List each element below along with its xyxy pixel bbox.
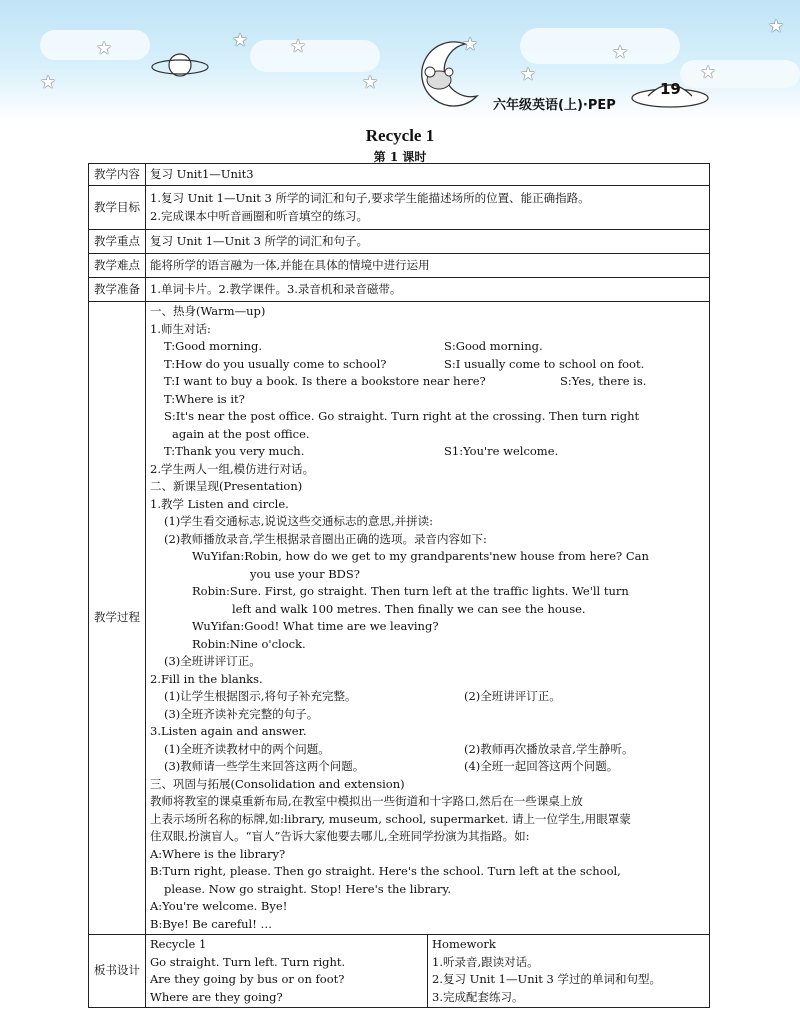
dialogue-line bbox=[150, 373, 705, 391]
homework-box bbox=[428, 935, 709, 1007]
step-text: (4)全班一起回答这两个问题。 bbox=[464, 759, 619, 773]
process-line: 2.Fill in the blanks. bbox=[150, 671, 263, 686]
row-label: 教学内容 bbox=[89, 164, 146, 186]
process-line: 上表示场所名称的标牌,如:library, museum, school, supermarket. 请上一位学生,用眼罩蒙 bbox=[150, 811, 631, 826]
process-line: 教师将教室的课桌重新布局,在教室中模拟出一些街道和十字路口,然后在一些课桌上放 bbox=[150, 794, 583, 808]
process-line: (3)全班齐读补充完整的句子。 bbox=[164, 706, 319, 721]
board-line: Where are they going? bbox=[150, 989, 283, 1004]
goal-line: 2.完成课本中听音画圈和听音填空的练习。 bbox=[150, 208, 368, 223]
process-line: 三、巩固与拓展(Consolidation and extension) bbox=[150, 776, 405, 791]
board-line: Are they going by bus or on foot? bbox=[150, 972, 345, 986]
row-label: 教学过程 bbox=[89, 302, 146, 935]
board-line: Go straight. Turn left. Turn right. bbox=[150, 954, 346, 969]
process-line: B:Bye! Be careful! … bbox=[150, 916, 272, 931]
table-row bbox=[89, 254, 710, 278]
content-text: 复习 Unit1—Unit3 bbox=[146, 164, 710, 186]
process-line: 2.学生两人一组,模仿进行对话。 bbox=[150, 461, 315, 476]
step-text: (2)全班讲评订正。 bbox=[464, 689, 561, 703]
board-line: Recycle 1 bbox=[150, 937, 207, 951]
star-icon: ★ bbox=[768, 16, 785, 37]
process-line: B:Turn right, please. Then go straight. Here's the school. Turn left at the school, bbox=[150, 864, 621, 878]
row-label: 教学准备 bbox=[89, 278, 146, 302]
process-line: A:You're welcome. Bye! bbox=[150, 899, 288, 913]
step-line bbox=[150, 741, 705, 759]
table-row bbox=[89, 186, 710, 230]
homework-line: 3.完成配套练习。 bbox=[432, 989, 524, 1004]
dialogue-line bbox=[150, 338, 705, 356]
step-line bbox=[150, 758, 705, 776]
star-icon: ★ bbox=[290, 36, 307, 57]
star-icon: ★ bbox=[462, 34, 479, 55]
moon-mouse-icon bbox=[405, 38, 491, 108]
difficulties-text: 能将所学的语言融为一体,并能在具体的情境中进行运用 bbox=[146, 254, 710, 278]
star-icon: ★ bbox=[700, 62, 717, 83]
dialogue-text: S:Good morning. bbox=[444, 339, 543, 353]
book-label: 六年级英语(上)·PEP bbox=[493, 98, 616, 113]
table-row bbox=[89, 278, 710, 302]
dialogue-text: T:How do you usually come to school? bbox=[164, 356, 387, 371]
lesson-title: Recycle 1 bbox=[365, 126, 435, 145]
star-icon: ★ bbox=[520, 64, 537, 85]
process-line: again at the post office. bbox=[172, 426, 310, 441]
process-line: (2)教师播放录音,学生根据录音圈出正确的选项。录音内容如下: bbox=[164, 531, 487, 546]
process-line: 3.Listen again and answer. bbox=[150, 724, 307, 738]
dialogue-line bbox=[150, 356, 705, 374]
goal-line: 1.复习 Unit 1—Unit 3 所学的词汇和句子,要求学生能描述场所的位置、能正确指路。 bbox=[150, 191, 590, 205]
process-line: (1)学生看交通标志,说说这些交通标志的意思,并拼读: bbox=[164, 514, 433, 528]
process-line: Robin:Nine o'clock. bbox=[192, 636, 306, 651]
page-number: 19 bbox=[660, 80, 681, 98]
process-cell bbox=[146, 302, 710, 935]
lesson-plan-table bbox=[88, 163, 710, 1008]
process-line: 1.教学 Listen and circle. bbox=[150, 496, 289, 511]
board-left bbox=[146, 935, 428, 1007]
dialogue-line bbox=[150, 443, 705, 461]
dialogue-text: S:Yes, there is. bbox=[560, 374, 647, 388]
process-line: 二、新课呈现(Presentation) bbox=[150, 479, 303, 493]
star-icon: ★ bbox=[232, 30, 249, 51]
dialogue-text: S:I usually come to school on foot. bbox=[444, 356, 645, 371]
dialogue-text: T:Thank you very much. bbox=[164, 444, 305, 458]
row-label: 教学目标 bbox=[89, 186, 146, 230]
row-label: 板书设计 bbox=[89, 935, 146, 1008]
table-row bbox=[89, 230, 710, 254]
step-text: (2)教师再次播放录音,学生静听。 bbox=[464, 741, 634, 756]
dialogue-text: T:Good morning. bbox=[164, 339, 263, 353]
dialogue-text: T:I want to buy a book. Is there a bookstore near here? bbox=[164, 374, 486, 388]
cloud-decoration bbox=[40, 30, 150, 60]
planet-icon bbox=[150, 48, 210, 82]
process-line: 一、热身(Warm—up) bbox=[150, 304, 266, 318]
table-row bbox=[89, 302, 710, 935]
board-cell bbox=[146, 935, 710, 1008]
step-line bbox=[150, 688, 705, 706]
step-text: (1)全班齐读教材中的两个问题。 bbox=[164, 741, 330, 756]
star-icon: ★ bbox=[96, 38, 113, 59]
homework-line: 2.复习 Unit 1—Unit 3 学过的单词和句型。 bbox=[432, 972, 662, 986]
star-icon: ★ bbox=[362, 72, 379, 93]
homework-line: Homework bbox=[432, 937, 496, 951]
lesson-subtitle: 第 1 课时 bbox=[373, 150, 427, 164]
process-line: (3)全班讲评订正。 bbox=[164, 654, 261, 668]
step-text: (1)让学生根据图示,将句子补充完整。 bbox=[164, 689, 357, 703]
process-line: 住双眼,扮演盲人。“盲人”告诉大家他要去哪儿,全班同学扮演为其指路。如: bbox=[150, 829, 530, 843]
row-label: 教学难点 bbox=[89, 254, 146, 278]
star-icon: ★ bbox=[40, 72, 57, 93]
process-line: WuYifan:Robin, how do we get to my grandparents'new house from here? Can bbox=[192, 549, 649, 563]
cloud-decoration bbox=[520, 28, 680, 64]
table-row bbox=[89, 935, 710, 1008]
header-banner bbox=[0, 0, 800, 120]
cloud-decoration bbox=[250, 40, 380, 72]
homework-line: 1.听录音,跟读对话。 bbox=[432, 954, 539, 969]
preparation-text: 1.单词卡片。2.教学课件。3.录音机和录音磁带。 bbox=[146, 278, 710, 302]
goals-cell bbox=[146, 186, 710, 230]
process-line: Robin:Sure. First, go straight. Then turn left at the traffic lights. We'll turn bbox=[192, 584, 629, 598]
row-label: 教学重点 bbox=[89, 230, 146, 254]
step-text: (3)教师请一些学生来回答这两个问题。 bbox=[164, 759, 365, 773]
process-line: S:It's near the post office. Go straight. Turn right at the crossing. Then turn right bbox=[164, 409, 640, 423]
table-row bbox=[89, 164, 710, 186]
key-points-text: 复习 Unit 1—Unit 3 所学的词汇和句子。 bbox=[146, 230, 710, 254]
process-line: A:Where is the library? bbox=[150, 846, 286, 861]
process-line: please. Now go straight. Stop! Here's the library. bbox=[164, 881, 452, 896]
process-line: 1.师生对话: bbox=[150, 321, 211, 336]
process-line: you use your BDS? bbox=[250, 566, 360, 581]
process-line: left and walk 100 metres. Then finally we can see the house. bbox=[232, 601, 586, 616]
process-line: WuYifan:Good! What time are we leaving? bbox=[192, 619, 439, 633]
process-line: T:Where is it? bbox=[164, 391, 245, 406]
dialogue-text: S1:You're welcome. bbox=[444, 444, 559, 458]
star-icon: ★ bbox=[612, 42, 629, 63]
